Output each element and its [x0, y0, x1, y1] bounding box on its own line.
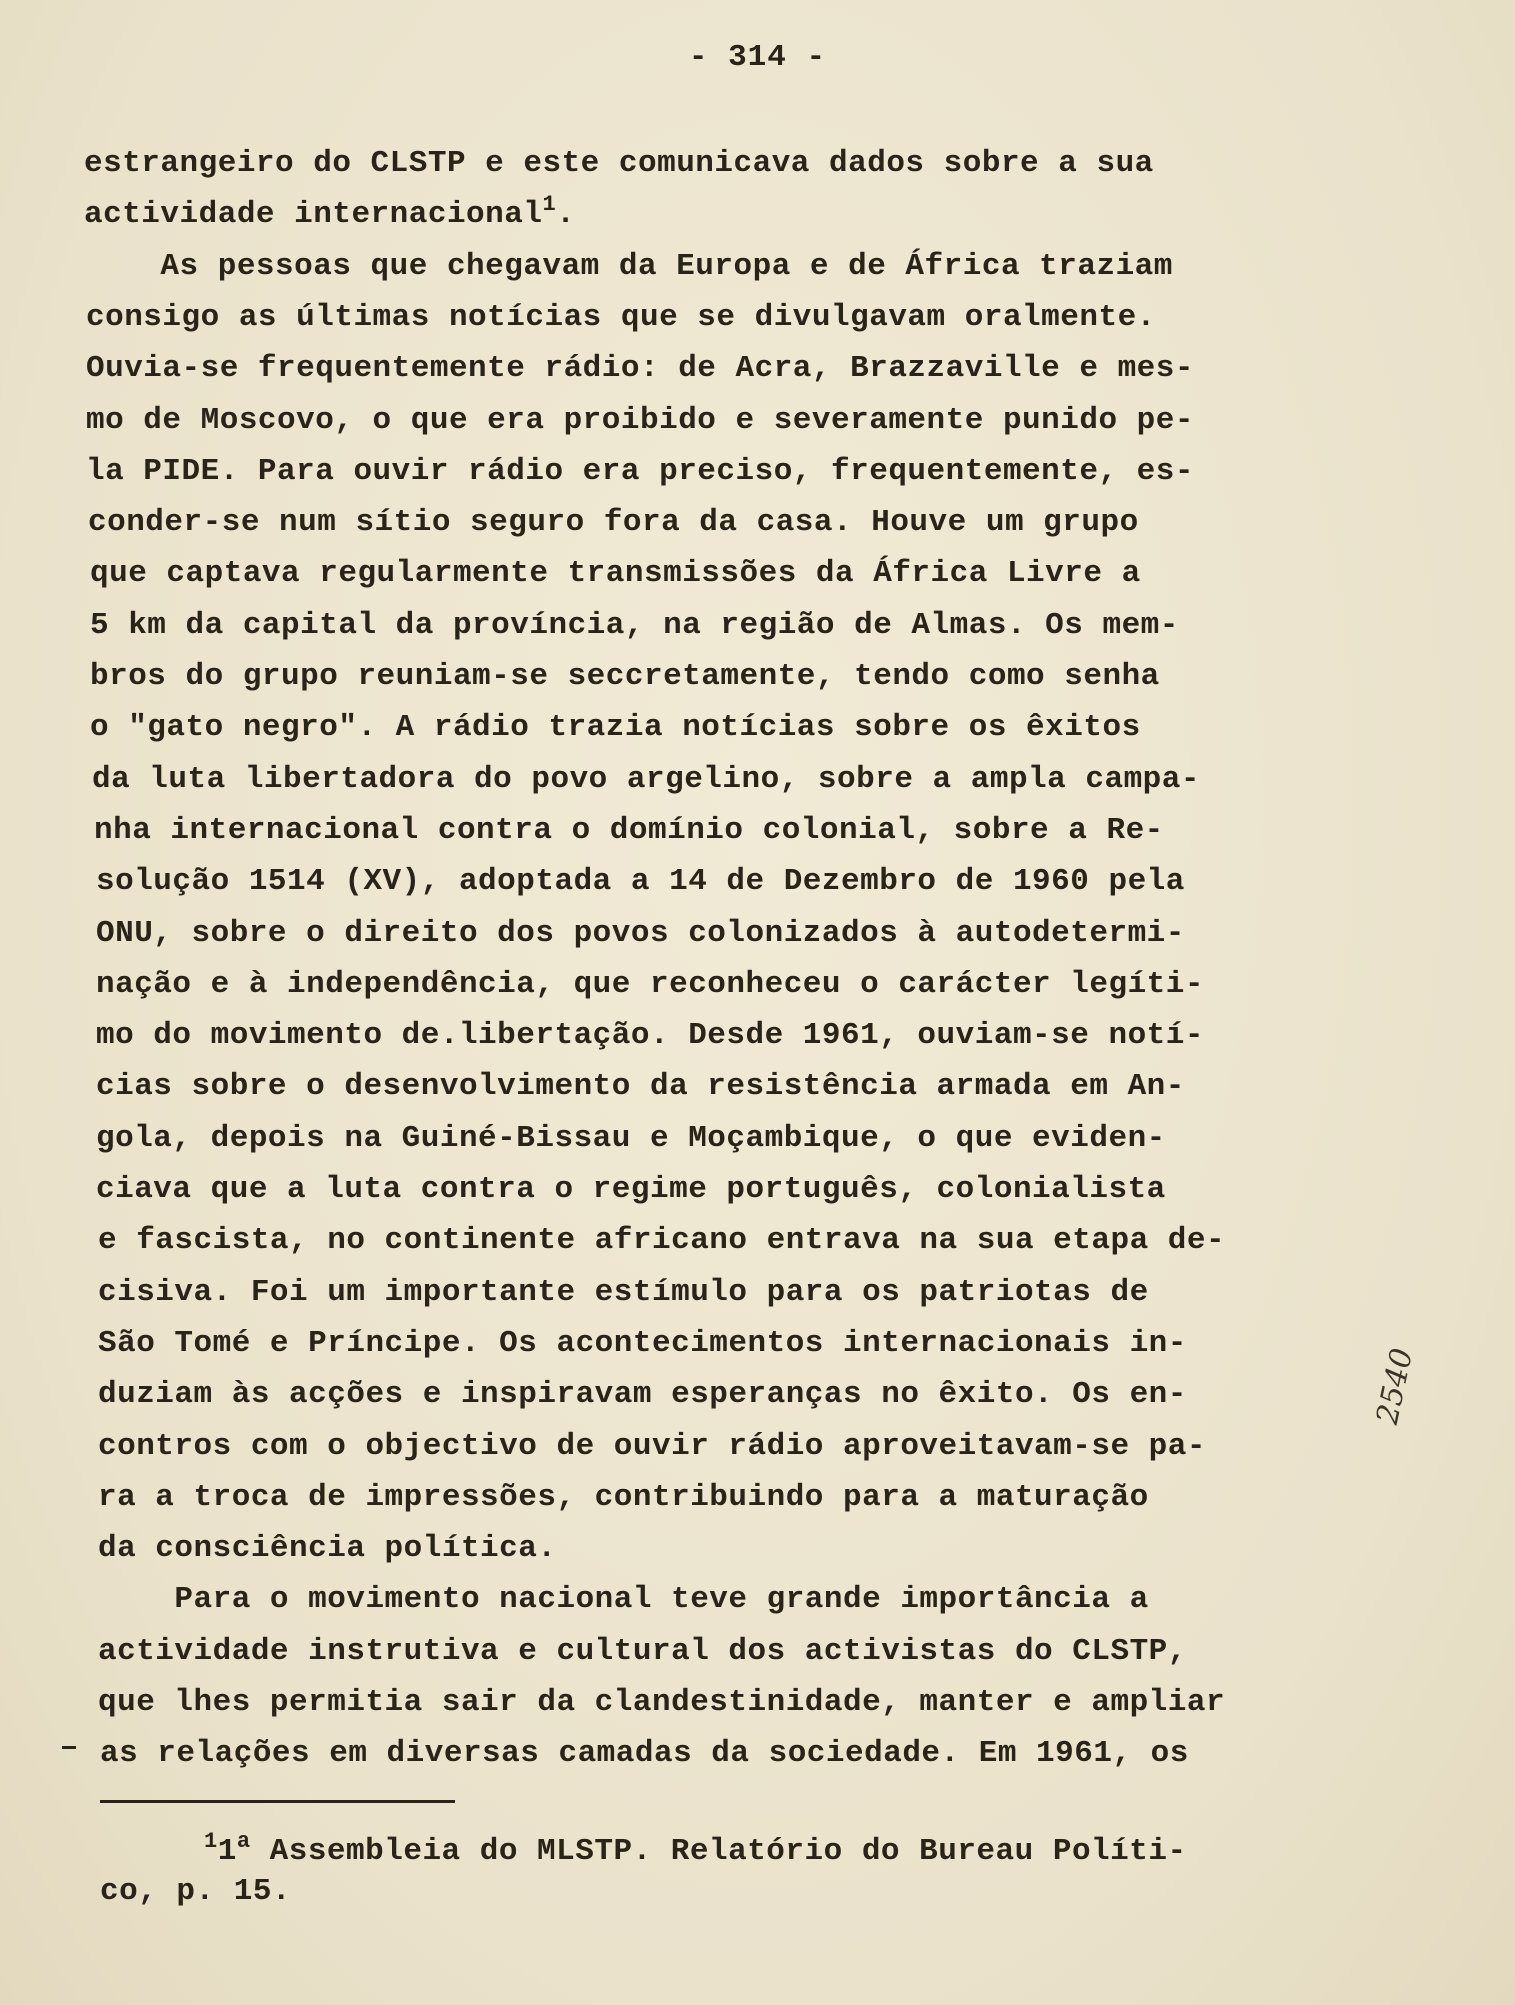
body-line — [96, 1119, 1166, 1159]
body-line — [90, 708, 1141, 748]
body-line-text: Para o movimento nacional teve grande importância a — [98, 1582, 1149, 1617]
footnote-line-1 — [204, 1829, 1187, 1874]
body-line-text: actividade internacional — [84, 197, 543, 232]
footnote-ordinal-sup: a — [236, 1829, 251, 1854]
body-line-text: solução 1514 (XV), adoptada a 14 de Dezembro de 1960 pela — [96, 864, 1185, 899]
body-line-text: consigo as últimas notícias que se divulgavam oralmente. — [86, 300, 1156, 335]
body-line-text: da luta libertadora do povo argelino, sobre a ampla campa- — [92, 762, 1200, 797]
body-line — [86, 401, 1194, 441]
body-line — [98, 1478, 1149, 1518]
body-line — [94, 811, 1164, 851]
body-line-text: la PIDE. Para ouvir rádio era preciso, frequentemente, es- — [86, 454, 1194, 489]
body-line — [96, 1067, 1185, 1107]
body-line-text: As pessoas que chegavam da Europa e de África traziam — [84, 249, 1173, 284]
body-line — [92, 760, 1200, 800]
footnote-ordinal: 1 — [217, 1834, 237, 1869]
body-line — [98, 1273, 1149, 1313]
footnote-text-1: Assembleia do MLSTP. Relatório do Bureau Políti- — [250, 1834, 1187, 1869]
body-line-text: mo do movimento de.libertação. Desde 1961, ouviam-se notí- — [96, 1018, 1204, 1053]
body-line — [98, 1529, 556, 1569]
body-line-text: ciava que a luta contra o regime português, colonialista — [96, 1172, 1166, 1207]
body-line — [96, 965, 1204, 1005]
body-line — [84, 192, 576, 237]
body-line — [100, 1734, 1189, 1774]
body-line — [98, 1375, 1187, 1415]
footnote-mark: 1 — [204, 1829, 218, 1854]
body-line-text: São Tomé e Príncipe. Os acontecimentos internacionais in- — [98, 1326, 1187, 1361]
body-line-text: cias sobre o desenvolvimento da resistência armada em An- — [96, 1069, 1185, 1104]
body-line-text: 5 km da capital da província, na região de Almas. Os mem- — [90, 608, 1179, 643]
body-line — [84, 247, 1173, 287]
body-line — [96, 914, 1185, 954]
body-line-text: que lhes permitia sair da clandestinidade, manter e ampliar — [98, 1685, 1226, 1720]
body-line — [90, 554, 1141, 594]
body-line — [96, 1016, 1204, 1056]
body-line-text: mo de Moscovo, o que era proibido e severamente punido pe- — [86, 403, 1194, 438]
body-line-text: gola, depois na Guiné-Bissau e Moçambique, o que eviden- — [96, 1121, 1166, 1156]
body-line-text: e fascista, no continente africano entrava na sua etapa de- — [98, 1223, 1226, 1258]
body-line — [98, 1632, 1187, 1672]
footnote-line-2: co, p. 15. — [100, 1874, 292, 1909]
body-line — [98, 1683, 1225, 1723]
body-line-text: o "gato negro". A rádio trazia notícias sobre os êxitos — [90, 710, 1141, 745]
body-line — [98, 1324, 1187, 1364]
page-number: - 314 - — [688, 40, 827, 75]
body-line — [98, 1221, 1225, 1261]
body-line — [96, 1170, 1166, 1210]
line-suffix: . — [556, 197, 576, 232]
body-line — [98, 1580, 1149, 1620]
body-line — [86, 452, 1194, 492]
handwritten-margin-note: 2540 — [1370, 1345, 1421, 1428]
body-line — [88, 503, 1139, 543]
body-line-text: contros com o objectivo de ouvir rádio aproveitavam-se pa- — [98, 1429, 1206, 1464]
body-line-text: nha internacional contra o domínio colonial, sobre a Re- — [94, 813, 1164, 848]
body-line-text: ra a troca de impressões, contribuindo para a maturação — [98, 1480, 1149, 1515]
body-line-text: cisiva. Foi um importante estímulo para os patriotas de — [98, 1275, 1149, 1310]
body-line-text: nação e à independência, que reconheceu o carácter legíti- — [96, 967, 1204, 1002]
margin-dash — [62, 1746, 76, 1749]
body-line — [90, 606, 1179, 646]
body-line — [90, 657, 1160, 697]
body-line — [96, 862, 1185, 902]
body-line-text: duziam às acções e inspiravam esperanças no êxito. Os en- — [98, 1377, 1187, 1412]
body-line-text: ONU, sobre o direito dos povos colonizados à autodetermi- — [96, 916, 1185, 951]
body-line-text: Ouvia-se frequentemente rádio: de Acra, Brazzaville e mes- — [86, 351, 1194, 386]
body-line-text: estrangeiro do CLSTP e este comunicava dados sobre a sua — [84, 146, 1154, 181]
footnote-divider — [100, 1800, 455, 1803]
body-line — [98, 1427, 1206, 1467]
body-line — [86, 298, 1156, 338]
body-line-text: conder-se num sítio seguro fora da casa. Houve um grupo — [88, 505, 1139, 540]
footnote-reference: 1 — [542, 192, 557, 217]
body-line — [86, 349, 1194, 389]
body-line-text: as relações em diversas camadas da sociedade. Em 1961, os — [100, 1736, 1189, 1771]
body-line-text: que captava regularmente transmissões da África Livre a — [90, 556, 1141, 591]
body-line — [84, 144, 1154, 184]
body-line-text: da consciência política. — [98, 1531, 557, 1566]
body-line-text: bros do grupo reuniam-se seccretamente, tendo como senha — [90, 659, 1160, 694]
body-line-text: actividade instrutiva e cultural dos activistas do CLSTP, — [98, 1634, 1187, 1669]
